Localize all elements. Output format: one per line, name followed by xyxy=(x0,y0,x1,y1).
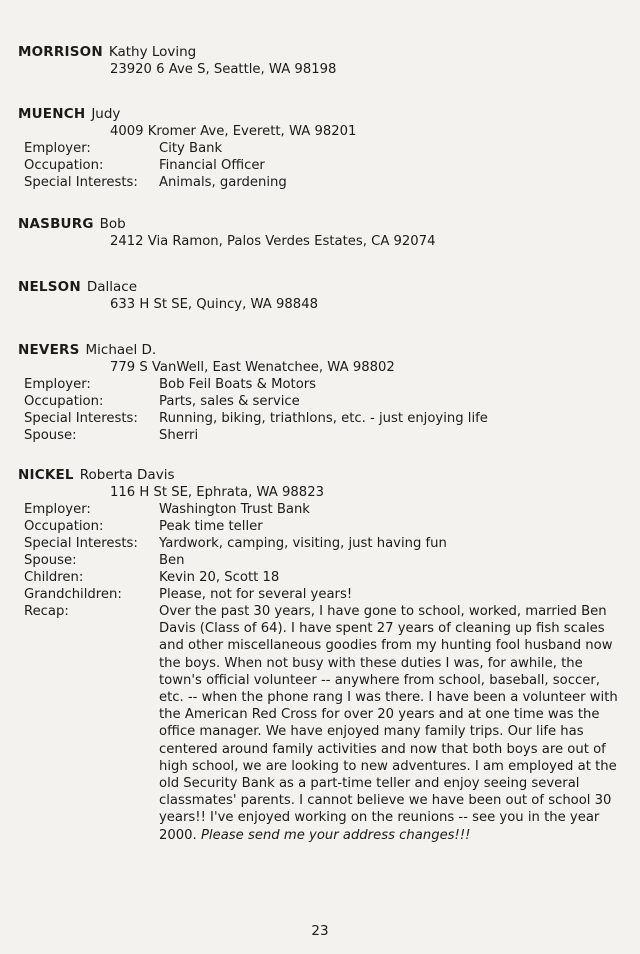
recap-text: Over the past 30 years, I have gone to school, worked, married Ben Davis (Class of 64). I have spent 27 years of cleaning up fish scales and other miscellaneous goodies from my hunting fool husband now the boys. When not busy with these duties I was, for awhile, the town's official volunteer -- anywhere from school, baseball, soccer, etc. -- when the phone rang I was there. I have been a volunteer with the American Red Cross for over 20 years and at one time was the office manager. We have enjoyed many family trips. Our life has centered around family activities and now that both boys are out of high school, we are looking to new adventures. I am employed at the old Security Bank as a part-time teller and enjoy seeing several classmates' parents. I cannot believe we have been out of school 30 years!! I've enjoyed working on the reunions -- see you in the year 2000. xyxy=(159,604,618,843)
entry-nelson xyxy=(18,279,618,313)
address: 633 H St SE, Quincy, WA 98848 xyxy=(110,297,318,312)
field-special-interests xyxy=(18,535,618,552)
entry-name xyxy=(18,106,618,123)
last-name: NASBURG xyxy=(18,216,94,232)
field-value: Financial Officer xyxy=(159,158,265,173)
recap-paragraph xyxy=(159,603,618,844)
field-special-interests xyxy=(18,174,618,191)
last-name: NELSON xyxy=(18,279,81,295)
entry-name xyxy=(18,44,618,61)
field-label: Occupation: xyxy=(24,519,104,534)
field-label: Special Interests: xyxy=(24,175,138,190)
field-label: Employer: xyxy=(24,377,91,392)
field-spouse xyxy=(18,552,618,569)
field-occupation xyxy=(18,157,618,174)
entry-nickel xyxy=(18,467,618,844)
field-value: Kevin 20, Scott 18 xyxy=(159,570,280,585)
last-name: MUENCH xyxy=(18,106,86,122)
field-label: Special Interests: xyxy=(24,411,138,426)
field-label: Recap: xyxy=(24,604,69,619)
field-label: Occupation: xyxy=(24,158,104,173)
field-label: Spouse: xyxy=(24,553,77,568)
field-occupation xyxy=(18,393,618,410)
entry-morrison xyxy=(18,44,618,78)
page-number: 23 xyxy=(311,923,329,939)
field-grandchildren xyxy=(18,586,618,603)
first-name: Kathy Loving xyxy=(108,44,197,60)
entry-name xyxy=(18,342,618,359)
field-employer xyxy=(18,376,618,393)
first-name: Dallace xyxy=(86,279,137,295)
field-label: Special Interests: xyxy=(24,536,138,551)
field-value: Running, biking, triathlons, etc. - just enjoying life xyxy=(159,411,488,426)
field-value: City Bank xyxy=(159,141,223,156)
field-label: Occupation: xyxy=(24,394,104,409)
entry-muench xyxy=(18,106,618,191)
first-name: Bob xyxy=(99,216,126,232)
field-value: Animals, gardening xyxy=(159,175,287,190)
address: 116 H St SE, Ephrata, WA 98823 xyxy=(110,485,324,500)
last-name: MORRISON xyxy=(18,44,103,60)
field-value: Sherri xyxy=(159,428,199,443)
field-label: Employer: xyxy=(24,502,91,517)
entry-name xyxy=(18,279,618,296)
address: 4009 Kromer Ave, Everett, WA 98201 xyxy=(110,124,357,139)
field-label: Spouse: xyxy=(24,428,77,443)
field-recap xyxy=(18,603,618,844)
field-value: Washington Trust Bank xyxy=(159,502,310,517)
field-value: Yardwork, camping, visiting, just having fun xyxy=(159,536,447,551)
field-value: Parts, sales & service xyxy=(159,394,300,409)
entry-nevers xyxy=(18,342,618,444)
field-spouse xyxy=(18,427,618,444)
address: 23920 6 Ave S, Seattle, WA 98198 xyxy=(110,62,337,77)
first-name: Roberta Davis xyxy=(79,467,175,483)
field-special-interests xyxy=(18,410,618,427)
field-employer xyxy=(18,140,618,157)
entry-nasburg xyxy=(18,216,618,250)
entry-name xyxy=(18,467,618,484)
field-label: Employer: xyxy=(24,141,91,156)
first-name: Judy xyxy=(91,106,121,122)
field-occupation xyxy=(18,518,618,535)
field-label: Grandchildren: xyxy=(24,587,122,602)
field-label: Children: xyxy=(24,570,84,585)
recap-italic-note: Please send me your address changes!!! xyxy=(200,827,471,843)
field-value: Peak time teller xyxy=(159,519,263,534)
last-name: NEVERS xyxy=(18,342,80,358)
field-value: Bob Feil Boats & Motors xyxy=(159,377,317,392)
field-value: Ben xyxy=(159,553,185,568)
field-value: Please, not for several years! xyxy=(159,587,353,602)
first-name: Michael D. xyxy=(85,342,157,358)
address: 779 S VanWell, East Wenatchee, WA 98802 xyxy=(110,360,395,375)
field-children xyxy=(18,569,618,586)
last-name: NICKEL xyxy=(18,467,74,483)
entry-name xyxy=(18,216,618,233)
address: 2412 Via Ramon, Palos Verdes Estates, CA 92074 xyxy=(110,234,436,249)
field-employer xyxy=(18,501,618,518)
